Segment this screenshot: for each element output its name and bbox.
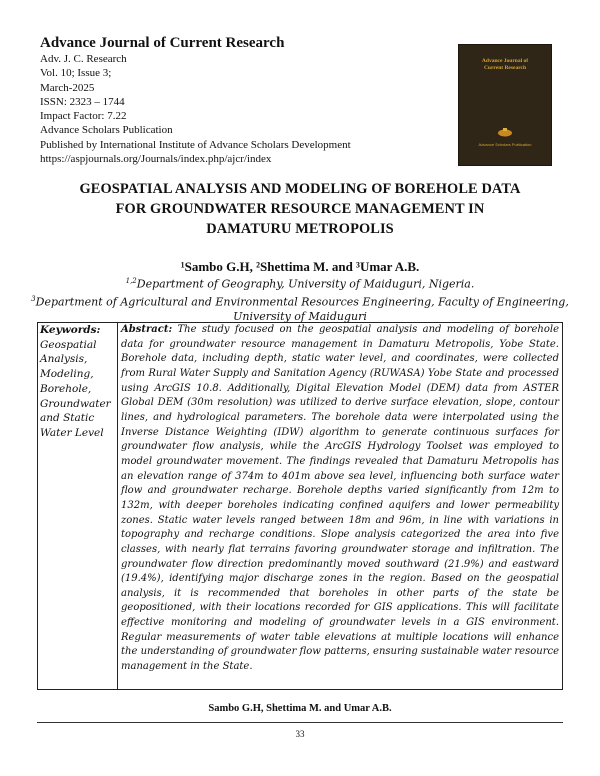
volume-issue: Vol. 10; Issue 3; [40, 67, 112, 80]
abstract-label: Abstract: [121, 324, 173, 335]
footer-rule [37, 722, 563, 723]
affiliation-1-text: Department of Geography, University of Maiduguri, Nigeria. [136, 277, 475, 291]
affiliation-2-marker: 3 [31, 295, 36, 303]
paper-title-line: GEOSPATIAL ANALYSIS AND MODELING OF BOREHOLE DATA [79, 181, 521, 197]
paper-authors: ¹Sambo G.H, ²Shettima M. and ³Umar A.B. [180, 259, 420, 274]
keywords-label: Keywords: [40, 324, 101, 336]
column-divider [117, 323, 118, 689]
abstract-column [121, 323, 559, 675]
affiliation-1-marker: 1,2 [125, 277, 137, 285]
cover-title-line: Current Research [483, 65, 527, 71]
keywords-text: Geospatial Analysis, Modeling, Borehole, Groundwater and Static Water Level [40, 338, 111, 439]
journal-meta [40, 52, 351, 166]
affiliation-2-text: Department of Agricultural and Environmental Resources Engineering, Faculty of Engineering, University of Maiduguri [35, 295, 569, 323]
journal-cover-image [458, 44, 552, 166]
abstract-text: The study focused on the geospatial analysis and modeling of borehole data for groundwater resource management in Damaturu Metropolis, Yobe State. Borehole data, including depth, static water level, and coordinates, were collected from Rural Water Supply and Sanitation Agency (RUWASA) Yobe State and processed using ArcGIS 10.8. Additionally, Digital Elevation Model (DEM) data from ASTER Global DEM (30m resolution) was utilized to derive surface elevation, slope, contour lines, and hydrological parameters. The borehole data were interpolated using the Inverse Distance Weighting (IDW) algorithm to generate continuous surfaces for groundwater flow analysis, while the ArcGIS Hydrology Toolset was employed to model groundwater movement. The findings revealed that Damaturu Metropolis has an elevation range of 374m to 401m above sea level, influencing both surface water flow and groundwater recharge. Borehole depths varied significantly from 12m to 132m, with deeper boreholes indicating confined aquifers and lower permeability zones. Static water levels ranged between 18m and 96m, in line with variations in topography and recharge conditions. Slope analysis categorized the area into five classes, with nearly flat terrains favoring groundwater storage and infiltration. The groundwater flow direction predominantly moved southward (21.9%) and eastward (19.4%), identifying major discharge zones in the region. Based on the geospatial analysis, it is recommended that boreholes in other parts of the state be geopositioned, with their locations recorded for GIS applications. This will facilitate effective monitoring and modeling of groundwater levels in a GIS environment. Regular measurements of water table elevations at multiple locations will enhance the understanding of groundwater flow patterns, ensuring sustainable water resource management in the State. [121, 324, 559, 673]
cover-publisher: Advance Scholars Publication [478, 142, 532, 147]
paper-title [20, 179, 580, 239]
published-by: Published by International Institute of Advance Scholars Development [40, 138, 351, 151]
publisher: Advance Scholars Publication [40, 124, 173, 137]
affiliation-2 [30, 292, 570, 324]
journal-title: Advance Journal of Current Research [40, 35, 285, 51]
footer-authors: Sambo G.H, Shettima M. and Umar A.B. [208, 703, 392, 714]
journal-abbrev: Adv. J. C. Research [40, 53, 127, 65]
publisher-logo-icon [497, 127, 513, 137]
journal-url[interactable]: https://aspjournals.org/Journals/index.php/ajcr/index [40, 153, 272, 166]
publication-date: March-2025 [40, 81, 95, 94]
paper-title-line: DAMATURU METROPOLIS [206, 221, 394, 237]
affiliation-1 [0, 277, 600, 291]
page-number: 33 [295, 729, 305, 739]
cover-title-line: Advance Journal of [481, 58, 529, 64]
keywords-column [40, 323, 116, 441]
impact-factor: Impact Factor: 7.22 [40, 110, 127, 123]
issn: ISSN: 2323 – 1744 [40, 95, 125, 108]
cover-title [463, 58, 547, 72]
paper-title-line: FOR GROUNDWATER RESOURCE MANAGEMENT IN [115, 201, 485, 217]
